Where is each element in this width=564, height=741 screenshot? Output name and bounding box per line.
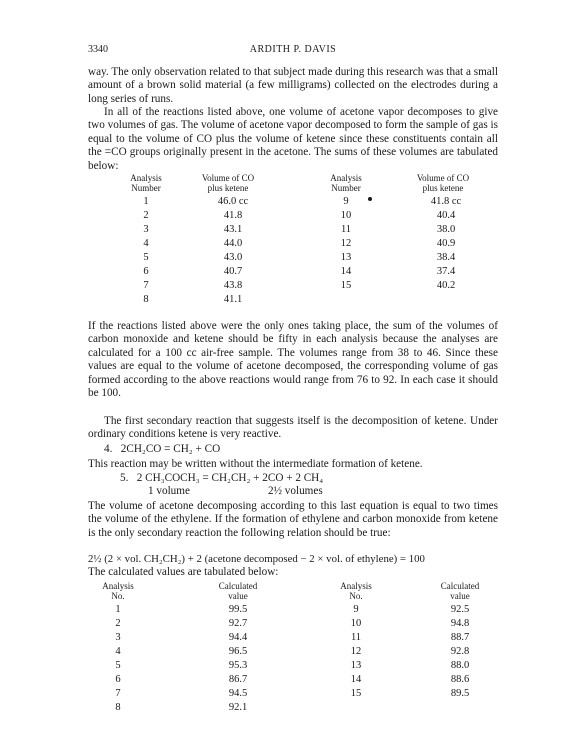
paragraph-3: If the reactions listed above were the only ones taking place, the sum of the volumes of carbon monoxide and ketene should be fifty in each analysis because the analyses are calculated for a 100 cc air-free sample. The volumes range from 38 to 46. Since these values are equal to the volume of acetone decomposed, the corresponding volume of gas formed according to the above reactions would range from 76 to 92. In each case it should be 100.: [88, 320, 498, 400]
table-row-value: 46.0 cc: [217, 196, 249, 207]
table-row-analysis-number: 13: [350, 660, 362, 671]
table-row-value: 99.5: [228, 604, 248, 615]
table-row-value: 41.1: [223, 294, 243, 305]
table-row-value: 92.1: [228, 702, 248, 713]
table1-header-value-right: Volume of CO plus ketene: [416, 173, 470, 193]
table-row-value: 94.4: [228, 632, 248, 643]
paragraph-1: way. The only observation related to that subject made during this research was that a small amount of a brown solid material (a few milligrams) collected on the electrodes during a long series of runs.: [88, 66, 498, 105]
table-row-analysis-number: 10: [340, 210, 352, 221]
table-row-analysis-number: 6: [143, 266, 149, 277]
table-row-analysis-number: 14: [350, 674, 362, 685]
table-row-value: 38.0: [436, 224, 456, 235]
table-row-analysis-number: 7: [143, 280, 149, 291]
table-row-analysis-number: 11: [350, 632, 362, 643]
table2-header-analysis-right: Analysis No.: [340, 581, 372, 601]
table2-header-value-left: Calculated value: [218, 581, 258, 601]
paragraph-6: The volume of acetone decomposing according to this last equation is equal to two times the volume of the ethylene. If the formation of ethylene and carbon monoxide from ketene is the only secondary reaction the following relation should be true:: [88, 500, 498, 539]
table-row-analysis-number: 4: [115, 646, 121, 657]
table-row-analysis-number: 5: [115, 660, 121, 671]
paragraph-5: This reaction may be written without the intermediate formation of ketene.: [88, 458, 423, 470]
table-row-value: 37.4: [436, 266, 456, 277]
table-row-analysis-number: 2: [143, 210, 149, 221]
page-header: [88, 44, 498, 58]
table-row-value: 43.1: [223, 224, 243, 235]
table-row-value: 40.9: [436, 238, 456, 249]
table-row-value: 43.8: [223, 280, 243, 291]
table-row-analysis-number: 7: [115, 688, 121, 699]
table-row-analysis-number: 9: [353, 604, 359, 615]
table-row-analysis-number: 11: [340, 224, 352, 235]
table-row-analysis-number: 14: [340, 266, 352, 277]
paragraph-2: In all of the reactions listed above, one volume of acetone vapor decomposes to give two volumes of gas. The volume of acetone vapor decomposed to form the sample of gas is equal to the volume of CO plus the volume of ketene since these constituents contain all the =CO groups originally present in the acetone. The sums of these volumes are tabulated below:: [88, 106, 498, 172]
equation-5: [120, 472, 323, 485]
table-row-analysis-number: 6: [115, 674, 121, 685]
table-row-value: 96.5: [228, 646, 248, 657]
table-row-value: 92.7: [228, 618, 248, 629]
table-row-analysis-number: 3: [143, 224, 149, 235]
table-row-value: 88.6: [450, 674, 470, 685]
table-row-value: 40.4: [436, 210, 456, 221]
table2-header-value-right: Calculated value: [440, 581, 480, 601]
table2-header-analysis-left: Analysis No.: [102, 581, 134, 601]
table-row-value: 40.7: [223, 266, 243, 277]
table-row-value: 40.2: [436, 280, 456, 291]
equation-5-text: 2 CH₃COCH₃ = CH₂CH₂ + 2CO + 2 CH₄: [136, 472, 324, 484]
table-row-value: 94.5: [228, 688, 248, 699]
table-row-analysis-number: 1: [143, 196, 149, 207]
table1-header-analysis-left: Analysis Number: [130, 173, 162, 193]
table1-header-analysis-right: Analysis Number: [330, 173, 362, 193]
table-row-value: 44.0: [223, 238, 243, 249]
table-row-analysis-number: 8: [115, 702, 121, 713]
table-row-value: 86.7: [228, 674, 248, 685]
page-number: 3340: [88, 44, 108, 55]
running-head: ARDITH P. DAVIS: [249, 44, 337, 55]
calculated-value-table: [88, 582, 498, 724]
table-row-value: 92.5: [450, 604, 470, 615]
volume-table: [88, 174, 498, 316]
table-row-analysis-number: 9: [343, 196, 349, 207]
table-row-value: 41.8 cc: [430, 196, 462, 207]
table-row-analysis-number: 1: [115, 604, 121, 615]
equation-5-number: 5.: [120, 472, 129, 484]
table-row-value: 92.8: [450, 646, 470, 657]
equation-4: [104, 443, 220, 456]
paragraph-7: The calculated values are tabulated below:: [88, 566, 279, 578]
equation-4-text: 2CH₂CO = CH₂ + CO: [120, 443, 221, 455]
table-row-value: 88.0: [450, 660, 470, 671]
equation-4-number: 4.: [104, 443, 113, 455]
table-row-value: 38.4: [436, 252, 456, 263]
table-row-analysis-number: 3: [115, 632, 121, 643]
table1-header-value-left: Volume of CO plus ketene: [201, 173, 255, 193]
table-row-analysis-number: 8: [143, 294, 149, 305]
table-row-analysis-number: 2: [115, 618, 121, 629]
table-row-value: 41.8: [223, 210, 243, 221]
table-row-value: 94.8: [450, 618, 470, 629]
table-row-analysis-number: 13: [340, 252, 352, 263]
table-row-analysis-number: 10: [350, 618, 362, 629]
equation-5-volume-left: 1 volume: [148, 485, 190, 497]
table-row-analysis-number: 12: [350, 646, 362, 657]
table-row-value: 88.7: [450, 632, 470, 643]
table-row-value: 43.0: [223, 252, 243, 263]
table-row-value: 89.5: [450, 688, 470, 699]
table-row-analysis-number: 4: [143, 238, 149, 249]
table-row-analysis-number: 15: [340, 280, 352, 291]
relation-equation: 2½ (2 × vol. CH₂CH₂) + 2 (acetone decomposed − 2 × vol. of ethylene) = 100: [88, 553, 425, 565]
table-row-analysis-number: 12: [340, 238, 352, 249]
table-row-analysis-number: 5: [143, 252, 149, 263]
equation-5-volume-right: 2½ volumes: [268, 485, 323, 497]
paragraph-4: The first secondary reaction that suggests itself is the decomposition of ketene. Under ordinary conditions ketene is very reactive.: [88, 415, 498, 441]
table-row-value: 95.3: [228, 660, 248, 671]
table-row-analysis-number: 15: [350, 688, 362, 699]
